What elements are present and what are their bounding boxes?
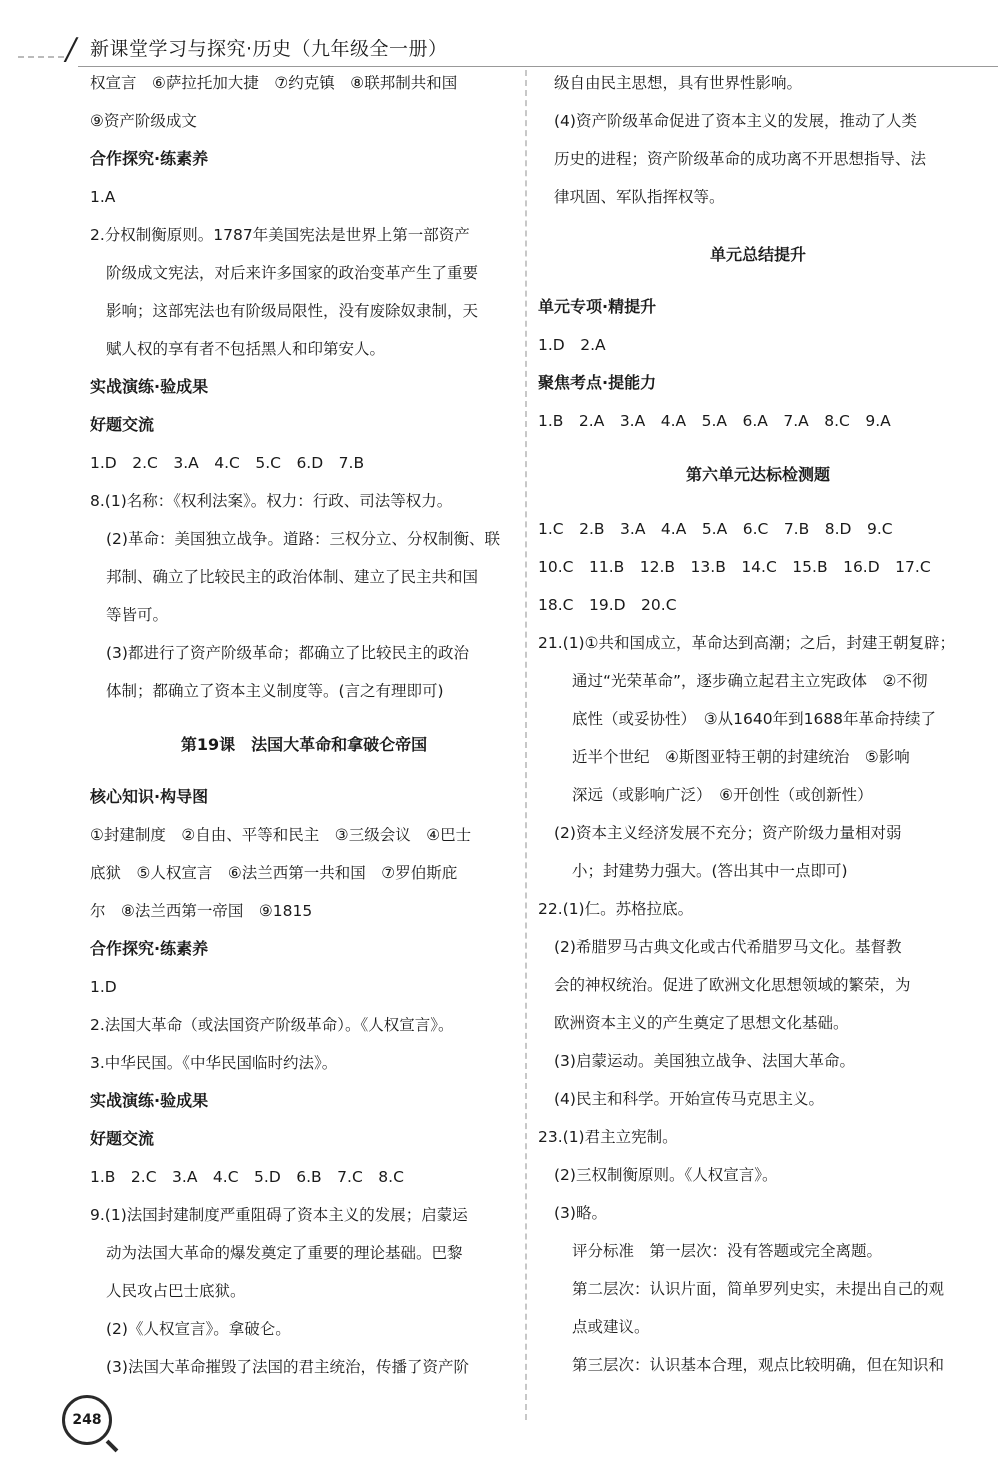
text-line: 2.法国大革命（或法国资产阶级革命）。《人权宣言》。 xyxy=(90,1016,454,1034)
header-rule xyxy=(78,66,998,67)
text-line: 1.D 2.A xyxy=(538,336,606,354)
text-line: 赋人权的享有者不包括黑人和印第安人。 xyxy=(106,340,386,358)
text-line: 8.(1)名称：《权利法案》。权力：行政、司法等权力。 xyxy=(90,492,453,510)
text-line: 深远（或影响广泛） ⑥开创性（或创新性） xyxy=(572,786,873,804)
text-line: 10.C 11.B 12.B 13.B 14.C 15.B 16.D 17.C xyxy=(538,558,931,576)
text-line: 邦制、确立了比较民主的政治体制、建立了民主共和国 xyxy=(106,568,479,586)
page-number-badge: 248 xyxy=(62,1395,112,1445)
text-line: 第三层次：认识基本合理，观点比较明确，但在知识和 xyxy=(572,1356,945,1374)
section-heading: 聚焦考点·提能力 xyxy=(538,373,657,392)
text-line: 1.B 2.A 3.A 4.A 5.A 6.A 7.A 8.C 9.A xyxy=(538,412,891,430)
column-divider xyxy=(525,70,527,1420)
text-line: 尔 ⑧法兰西第一帝国 ⑨1815 xyxy=(90,902,313,920)
text-line: 阶级成文宪法，对后来许多国家的政治变革产生了重要 xyxy=(106,264,479,282)
text-line: 底性（或妥协性） ③从1640年到1688年革命持续了 xyxy=(572,710,937,728)
text-line: 18.C 19.D 20.C xyxy=(538,596,677,614)
unit-summary-title: 单元总结提升 xyxy=(709,245,806,264)
text-line: 1.D xyxy=(90,978,117,996)
lesson-title: 第19课 法国大革命和拿破仑帝国 xyxy=(180,735,428,754)
text-line: (2)革命：美国独立战争。道路：三权分立、分权制衡、联 xyxy=(106,530,500,548)
text-line: 动为法国大革命的爆发奠定了重要的理论基础。巴黎 xyxy=(106,1244,463,1262)
text-line: 影响；这部宪法也有阶级局限性，没有废除奴隶制，天 xyxy=(106,302,479,320)
text-line: 1.A xyxy=(90,188,116,206)
text-line: 2.分权制衡原则。1787年美国宪法是世界上第一部资产 xyxy=(90,226,470,244)
text-line: 近半个世纪 ④斯图亚特王朝的封建统治 ⑤影响 xyxy=(572,748,910,766)
page-header xyxy=(18,26,978,66)
text-line: ①封建制度 ②自由、平等和民主 ③三级会议 ④巴士 xyxy=(90,826,472,844)
section-heading: 合作探究·练素养 xyxy=(90,149,209,168)
text-line: 21.(1)①共和国成立，革命达到高潮；之后，封建王朝复辟； xyxy=(538,634,956,652)
section-heading: 好题交流 xyxy=(90,415,155,434)
text-line: 3.中华民国。《中华民国临时约法》。 xyxy=(90,1054,338,1072)
header-title: 新课堂学习与探究·历史（九年级全一册） xyxy=(90,38,448,60)
text-line: 点或建议。 xyxy=(572,1318,650,1336)
text-line: 会的神权统治。促进了欧洲文化思想领域的繁荣，为 xyxy=(554,976,911,994)
text-line: 22.(1)仁。苏格拉底。 xyxy=(538,900,694,918)
unit-test-title: 第六单元达标检测题 xyxy=(685,465,830,484)
text-line: 评分标准 第一层次：没有答题或完全离题。 xyxy=(572,1242,883,1260)
text-line: 底狱 ⑤人权宣言 ⑥法兰西第一共和国 ⑦罗伯斯庇 xyxy=(90,864,458,882)
text-line: 体制；都确立了资本主义制度等。(言之有理即可) xyxy=(106,682,444,700)
section-heading: 实战演练·验成果 xyxy=(90,377,209,396)
text-line: 历史的进程；资产阶级革命的成功离不开思想指导、法 xyxy=(554,150,927,168)
text-line: (3)略。 xyxy=(554,1204,607,1222)
text-line: 权宣言 ⑥萨拉托加大捷 ⑦约克镇 ⑧联邦制共和国 xyxy=(90,74,458,92)
section-heading: 实战演练·验成果 xyxy=(90,1091,209,1110)
text-line: 9.(1)法国封建制度严重阻碍了资本主义的发展；启蒙运 xyxy=(90,1206,468,1224)
text-line: (4)资产阶级革命促进了资本主义的发展，推动了人类 xyxy=(554,112,917,130)
text-line: (2)《人权宣言》。拿破仑。 xyxy=(106,1320,291,1338)
header-slash-mark: / xyxy=(66,32,77,67)
text-line: (2)资本主义经济发展不充分；资产阶级力量相对弱 xyxy=(554,824,902,842)
section-heading: 合作探究·练素养 xyxy=(90,939,209,958)
text-line: 欧洲资本主义的产生奠定了思想文化基础。 xyxy=(554,1014,849,1032)
text-line: 级自由民主思想，具有世界性影响。 xyxy=(554,74,803,92)
text-line: (4)民主和科学。开始宣传马克思主义。 xyxy=(554,1090,824,1108)
text-line: 等皆可。 xyxy=(106,606,169,624)
text-line: 23.(1)君主立宪制。 xyxy=(538,1128,678,1146)
text-line: 小；封建势力强大。(答出其中一点即可) xyxy=(572,862,848,880)
text-line: 1.D 2.C 3.A 4.C 5.C 6.D 7.B xyxy=(90,454,365,472)
text-line: 1.C 2.B 3.A 4.A 5.A 6.C 7.B 8.D 9.C xyxy=(538,520,893,538)
text-line: (3)都进行了资产阶级革命；都确立了比较民主的政治 xyxy=(106,644,469,662)
section-heading: 单元专项·精提升 xyxy=(538,297,657,316)
text-line: ⑨资产阶级成文 xyxy=(90,112,197,130)
section-heading: 好题交流 xyxy=(90,1129,155,1148)
text-line: (3)启蒙运动。美国独立战争、法国大革命。 xyxy=(554,1052,855,1070)
text-line: (2)三权制衡原则。《人权宣言》。 xyxy=(554,1166,778,1184)
text-line: 第二层次：认识片面，简单罗列史实，未提出自己的观 xyxy=(572,1280,945,1298)
section-heading: 核心知识·构导图 xyxy=(90,787,209,806)
text-line: 1.B 2.C 3.A 4.C 5.D 6.B 7.C 8.C xyxy=(90,1168,404,1186)
text-line: (2)希腊罗马古典文化或古代希腊罗马文化。基督教 xyxy=(554,938,902,956)
text-line: 人民攻占巴士底狱。 xyxy=(106,1282,246,1300)
text-line: 通过“光荣革命”，逐步确立起君主立宪政体 ②不彻 xyxy=(572,672,928,690)
text-line: 律巩固、军队指挥权等。 xyxy=(554,188,725,206)
header-decoration xyxy=(18,30,64,58)
text-line: (3)法国大革命摧毁了法国的君主统治，传播了资产阶 xyxy=(106,1358,469,1376)
